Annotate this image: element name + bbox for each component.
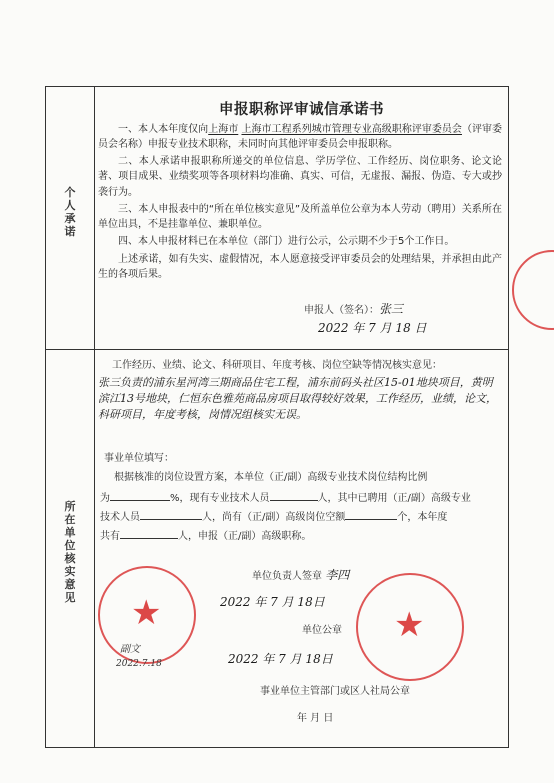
hired-count-blank[interactable] [140, 508, 202, 520]
promise-closing: 上述承诺，如有失实、虚假情况，本人愿意接受评审委员会的处理结果，并承担由此产生的各项后果。 [98, 254, 502, 281]
seal-star-icon: ★ [131, 593, 162, 633]
verify-heading: 工作经历、业绩、论文、科研项目、年度考核、岗位空缺等情况核实意见： [112, 360, 442, 371]
seal-mark-date: 2022.7.18 [116, 659, 162, 669]
column-divider [94, 86, 95, 748]
quota-line-3-c: 个，本年度 [397, 512, 448, 523]
promise-1-prefix: 一、本人本年度仅向 [118, 124, 209, 135]
quota-line-4 [100, 527, 311, 544]
right-official-seal [356, 573, 464, 681]
quota-line-3 [100, 508, 447, 525]
seal-star-icon-2: ★ [394, 605, 425, 645]
promise-1-suffix: （评审委员会名称）申报专业技术职称，未同时向其他评审委员会申报职称。 [98, 124, 503, 151]
quota-line-1: 根据核准的岗位设置方案，本单位（正/副）高级专业技术岗位结构比例 [114, 472, 428, 483]
leader-signature-line [252, 568, 349, 584]
side-label-personal-text: 个人承诺 [64, 186, 76, 238]
staff-count-blank[interactable] [270, 489, 318, 501]
leader-label: 单位负责人签章 [252, 571, 322, 582]
quota-line-4-a: 共有 [100, 531, 120, 542]
seal-mark-name: 副文 [120, 644, 140, 655]
promise-item-2: 二、本人承诺申报职称所递交的单位信息、学历学位、工作经历、岗位职务、论文论著、项目成果、业绩奖项等各项材料均准确、真实、可信，无虚报、漏报、伪造、专大或抄袭行为。 [98, 156, 502, 198]
leader-date: 2022 年 7 月 18日 [220, 595, 325, 609]
seal-date: 2022 年 7 月 18日 [228, 652, 333, 666]
ratio-blank[interactable] [110, 489, 170, 501]
promise-1-city: 上海市 [208, 124, 239, 135]
quota-line-4-b: 人，申报（正/副）高级职称。 [178, 531, 312, 542]
promise-item-1 [98, 122, 502, 153]
verify-handwritten-opinion: 张三负责的浦东星河湾三期商品住宅工程，浦东前码头社区15-01地块项目，黄明滨江13号地块，仁恒东色雅苑商品房项目取得较好效果，工作经历，业绩，论文，科研项目，年度考核，岗情况组核实无误。 [98, 376, 497, 421]
leader-signature: 李四 [325, 568, 350, 582]
unit-seal-label: 单位公章 [302, 625, 342, 636]
quota-line-2-c: 人，其中已聘用（正/副）高级专业 [317, 493, 471, 504]
applicant-signature-line [304, 302, 403, 318]
edge-seal [512, 250, 554, 330]
authority-date: 年 月 日 [297, 713, 334, 724]
fill-label: 事业单位填写： [104, 453, 174, 464]
side-label-unit [63, 500, 77, 604]
authority-seal-label: 事业单位主管部门或区人社局公章 [260, 686, 410, 697]
applicant-label: 申报人（签名）： [304, 305, 379, 316]
page-title: 申报职称评审诚信承诺书 [219, 102, 384, 118]
promise-item-4: 四、本人申报材料已在本单位（部门）进行公示，公示期不少于5个工作日。 [118, 236, 455, 247]
left-official-seal [98, 566, 196, 664]
quota-line-2-a: 为 [100, 493, 110, 504]
side-label-unit-text: 所在单位核实意见 [64, 500, 76, 604]
promise-item-3: 三、本人申报表中的“所在单位核实意见”及所盖单位公章为本人劳动（聘用）关系所在单位出具，不是挂靠单位、兼职单位。 [98, 204, 502, 231]
side-label-personal [63, 186, 77, 238]
quota-line-2-b: %，现有专业技术人员 [170, 493, 270, 504]
applicant-date: 2022 年 7 月 18 日 [318, 321, 427, 335]
promise-1-committee: 上海市工程系列城市管理专业高级职称评审委员会 [241, 124, 462, 135]
quota-line-3-b: 人，尚有（正/副）高级岗位空额 [202, 512, 346, 523]
row-divider [45, 349, 509, 350]
applicant-signature: 张三 [379, 302, 404, 316]
applicant-count-blank[interactable] [120, 527, 178, 539]
vacancy-blank[interactable] [345, 508, 397, 520]
quota-line-2 [100, 489, 471, 506]
quota-line-3-a: 技术人员 [100, 512, 140, 523]
